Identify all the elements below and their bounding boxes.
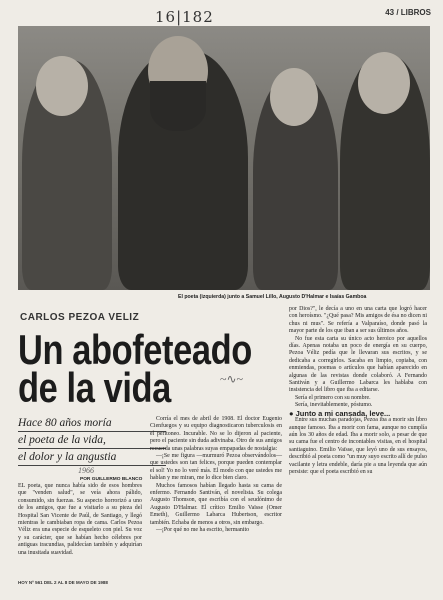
paragraph: No fue esta carta su único acto heroico por aquellos días. Apenas notaba un poco de energía en su cuerpo, Pezoa Véliz pedía que le llevaran sus escritos, y se dedicaba a corregirlos. Sacaba en limpio, copiaba, con enmiendas, poemas o artículos que habían aparecido en algunas de las revistas donde colaboró. A Fernando Santiván y a Guillermo Labarca les hablaba con insistencia del libro que iba a editarse. [289,335,427,394]
page-number-section: 43 / LIBROS [385,8,431,17]
paragraph: Corría el mes de abril de 1908. El doctor Eugenio Cienfuegos y su equipo diagnosticaron tuberculosis en el peritoneo. Incurable. No se lo dijeron al paciente, pero el paciente sin duda adivinaba. Otro de sus amigos recuerda unas palabras suyas empapadas de nostalgia: [150,416,282,452]
handwritten-note: 1966 [78,466,94,475]
paragraph: Sería el primero con su nombre. [295,394,371,401]
photo-caption: El poeta (izquierda) junto a Samuel Lillo, Augusto D'Halmar e Isaías Gamboa [178,294,367,300]
headline-line-2: de la vida [18,364,171,411]
photo-head-4 [358,52,410,114]
handwritten-squiggle: ~∿~ [220,372,244,386]
photo-head-1 [36,56,88,116]
paragraph: Sería, inevitablemente, póstumo. [295,402,373,409]
paragraph: —¡Se me figura —murmuró Pezoa observándolos— que ustedes son tan felices, porque pueden contemplar el sol! Yo no lo veré más. El modo con que ustedes me hablan y me miran, me lo dice bien claro. [150,453,282,482]
paragraph: EL poeta, que nunca había sido de esos hombres que "venden salud", se veía ahora pálido, consumido, sin fuerzas. Su aspecto horrorizó a uno de los amigos, que fue a visitarlo a su pieza del Hospital San Vicente de Paúl, de Santiago, y llegó mientras le cambiaban ropa de cama. Carlos Pezoa Véliz era una especie de esqueleto con piel. Su voz y su carácter, que se habían hecho célebres por antiguas iracundias, palidecían también y adquirían una inusitada suavidad. [18,483,142,556]
paragraph: por Dios?", le decía a uno en una carta que logró hacer con heroísmo. "¿Qué pasa? Mis amigos de ésa no dicen ni chus ni mus". Se refería a Valparaíso, donde pasó la mayor parte de los que iban a ser sus últimos años. [289,306,427,335]
handwritten-archive-number: 16|182 [155,8,214,26]
group-photo [18,26,430,290]
deck-line: el dolor y la angustia [18,449,166,466]
photo-beard [150,81,206,131]
section-subhead: ● Junto a mi cansada, leve... [289,408,391,418]
article-subject-name: CARLOS PEZOA VELIZ [20,312,140,323]
article-column-1 [18,483,142,557]
issue-footer: HOY Nº 561 DEL 2 AL 8 DE MAYO DE 1988 [18,580,108,585]
deck-line: el poeta de la vida, [18,432,166,449]
article-column-2 [150,416,282,535]
paragraph: Muchos famosos habían llegado hasta su cama de enfermo. Fernando Santiván, el novelista. Su colega Augusto Thomson, que escribía con el seudónimo de Augusto D'Halmar. El crítico Emilio Vaïsse (Omer Emeth), Guillermo Labarca Hubertson, escritor también. Echaba de menos a otros, sin embargo. [150,482,282,526]
paragraph: Entre sus muchas paradojas, Pezoa iba a morir sin libro aunque famoso. Iba a morir con fama, aunque no cumplía aún los 30 años de edad. Iba a morir solo, a pesar de que su cama fue el centro de incontables visitas, en el hospital santiaguino. Emilio Vaïsse, que leyó uno de sus ensayos, describió al poeta como "un muy suyo escrito allí de pulso vacilante y letra endeble, daría pie a una leyenda que aún persiste: que el poeta escribió en su [289,417,427,475]
headline-line-1: Un abofeteado [18,326,252,373]
paragraph: —¡Por qué no me ha escrito, hermanito [156,527,250,534]
article-column-3 [289,306,427,476]
photo-head-3 [270,68,318,126]
deck-text [18,415,166,466]
byline: POR GUILLERMO BLANCO [80,477,143,482]
deck-line: Hace 80 años moría [18,415,166,432]
